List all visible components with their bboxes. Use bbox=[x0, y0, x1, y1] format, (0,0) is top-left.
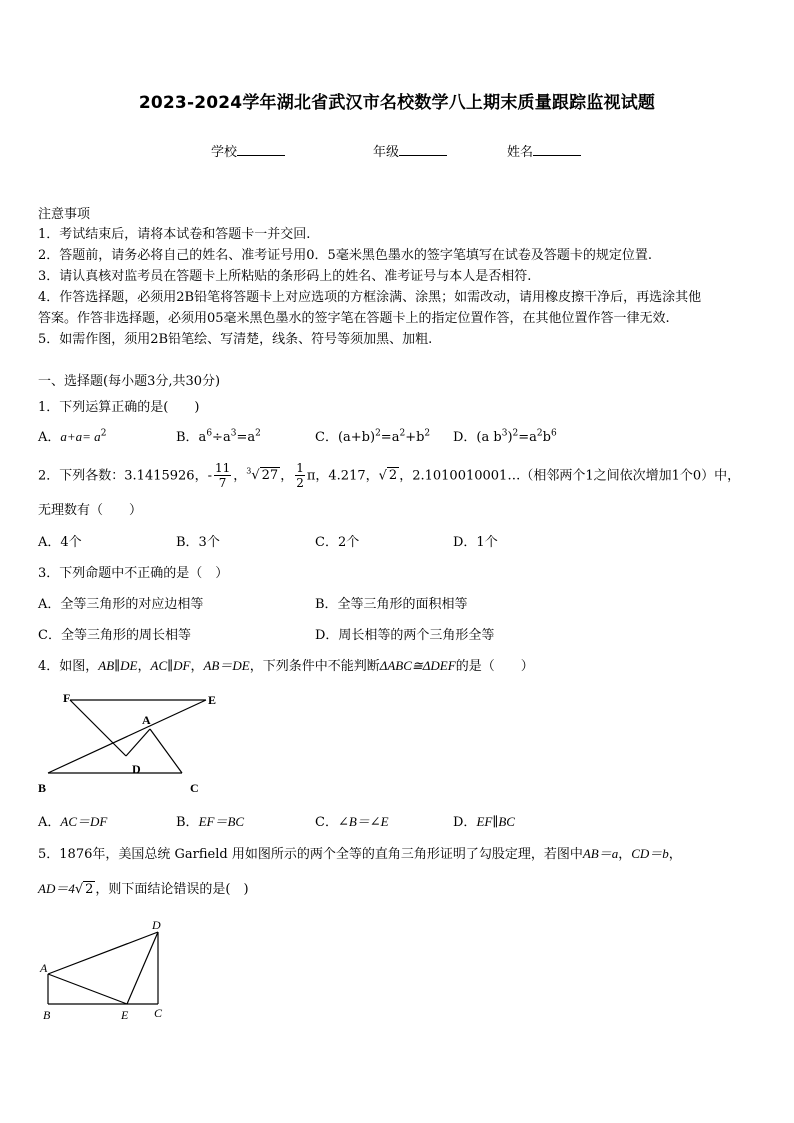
notice-item: 3．请认真核对监考员在答题卡上所粘贴的条形码上的姓名、准考证号与本人是否相符. bbox=[38, 269, 532, 284]
q2-option-a[interactable]: A．4个 bbox=[38, 535, 82, 550]
notice-item: 答案。作答非选择题，必须用05毫米黑色墨水的签字笔在答题卡上的指定位置作答，在其他位置作答一律无效. bbox=[38, 311, 670, 326]
label-d: D bbox=[152, 918, 161, 932]
q2-option-d[interactable]: D．1个 bbox=[453, 535, 498, 550]
question-5-stem: 5．1876年，美国总统 Garfield 用如图所示的两个全等的直角三角形证明了勾股定理，若图中AB＝a，CD＝b， bbox=[38, 846, 682, 862]
square-root: √ 2 bbox=[74, 882, 94, 897]
df-line bbox=[70, 700, 126, 756]
question-2-stem: 2．下列各数：3.1415926，- $\frac{11}{7}$ ，$^3$√ 27 ， $\frac{1}{2}$ π，4.217，√ 2 ，2.1010010001…（相邻两个1之间依次增加1个0）中， bbox=[38, 461, 741, 491]
fraction: $\frac{11}{7}$ bbox=[214, 461, 231, 491]
question-5-stem-line2: AD＝4√ 2 ，则下面结论错误的是( ) bbox=[38, 881, 249, 897]
q3-option-a[interactable]: A．全等三角形的对应边相等 bbox=[38, 597, 204, 612]
q1-option-c[interactable]: C．$(a+b)^2=a^2+b^2$ bbox=[315, 428, 431, 445]
ae-line bbox=[48, 974, 127, 1004]
ed-line bbox=[127, 932, 158, 1004]
ca-line bbox=[150, 729, 182, 773]
label-d: D bbox=[132, 762, 141, 776]
q2-option-b[interactable]: B．3个 bbox=[176, 535, 220, 550]
school-label: 学校 bbox=[211, 145, 238, 160]
grade-blank[interactable] bbox=[399, 142, 447, 156]
notice-item: 2．答题前，请务必将自己的姓名、准考证号用0．5毫米黑色墨水的签字笔填写在试卷及答题卡的规定位置. bbox=[38, 248, 652, 263]
q4-option-c[interactable]: C．∠B＝∠E bbox=[315, 814, 389, 830]
cube-root: $^3$√ 27 bbox=[246, 467, 279, 484]
question-3-stem: 3．下列命题中不正确的是（ ） bbox=[38, 566, 229, 581]
label-c: C bbox=[154, 1006, 163, 1020]
q1-option-b[interactable]: B．$a^6\div a^3=a^2$ bbox=[176, 428, 261, 445]
q4-option-d[interactable]: D．EF∥BC bbox=[453, 814, 515, 830]
da-line bbox=[48, 932, 158, 974]
question-1-stem: 1．下列运算正确的是( ) bbox=[38, 400, 200, 415]
q3-option-c[interactable]: C．全等三角形的周长相等 bbox=[38, 628, 191, 643]
square-root: √ 2 bbox=[378, 468, 398, 484]
q4-option-a[interactable]: A．AC＝DF bbox=[38, 814, 108, 830]
grade-label: 年级 bbox=[373, 145, 400, 160]
school-blank[interactable] bbox=[237, 142, 285, 156]
label-b: B bbox=[43, 1008, 51, 1022]
label-b: B bbox=[38, 781, 47, 795]
ad-line bbox=[126, 729, 150, 756]
label-f: F bbox=[63, 691, 71, 705]
name-blank[interactable] bbox=[533, 142, 581, 156]
eb-line bbox=[48, 700, 206, 773]
page-title: 2023-2024学年湖北省武汉市名校数学八上期末质量跟踪监视试题 bbox=[138, 93, 656, 113]
q1-option-a[interactable]: A．$a+a= a^2$ bbox=[38, 428, 107, 445]
grade-field[interactable] bbox=[373, 141, 447, 160]
question-2-stem-line2: 无理数有（ ） bbox=[38, 503, 143, 518]
q5-figure bbox=[30, 918, 180, 1028]
school-field[interactable] bbox=[211, 141, 285, 160]
name-label: 姓名 bbox=[507, 145, 534, 160]
notice-item: 5．如需作图，须用2B铅笔绘、写清楚，线条、符号等须加黑、加粗. bbox=[38, 332, 433, 347]
notice-item: 4．作答选择题，必须用2B铅笔将答题卡上对应选项的方框涂满、涂黑；如需改动，请用橡皮擦干净后，再选涂其他 bbox=[38, 290, 702, 305]
q1-option-d[interactable]: D．(a $b^3)^2=a^2b^6$ bbox=[453, 428, 557, 445]
notice-item: 1．考试结束后，请将本试卷和答题卡一并交回. bbox=[38, 227, 311, 242]
fraction: $\frac{1}{2}$ bbox=[296, 461, 304, 491]
q2-option-c[interactable]: C．2个 bbox=[315, 535, 360, 550]
q3-option-b[interactable]: B．全等三角形的面积相等 bbox=[315, 597, 468, 612]
name-field[interactable] bbox=[507, 141, 581, 160]
label-c: C bbox=[190, 781, 199, 795]
notice-heading: 注意事项 bbox=[38, 207, 91, 222]
label-e: E bbox=[208, 693, 217, 707]
q4-option-b[interactable]: B．EF＝BC bbox=[176, 814, 245, 830]
label-a: A bbox=[40, 961, 48, 975]
q3-option-d[interactable]: D．周长相等的两个三角形全等 bbox=[315, 628, 495, 643]
label-a: A bbox=[142, 713, 151, 727]
q4-figure bbox=[30, 688, 230, 798]
label-e: E bbox=[121, 1008, 129, 1022]
question-4-stem: 4．如图，AB∥DE，AC∥DF，AB＝DE，下列条件中不能判断ΔABC≅ΔDEF的是（ ） bbox=[38, 658, 534, 674]
section-heading: 一、选择题(每小题3分,共30分) bbox=[38, 374, 221, 389]
